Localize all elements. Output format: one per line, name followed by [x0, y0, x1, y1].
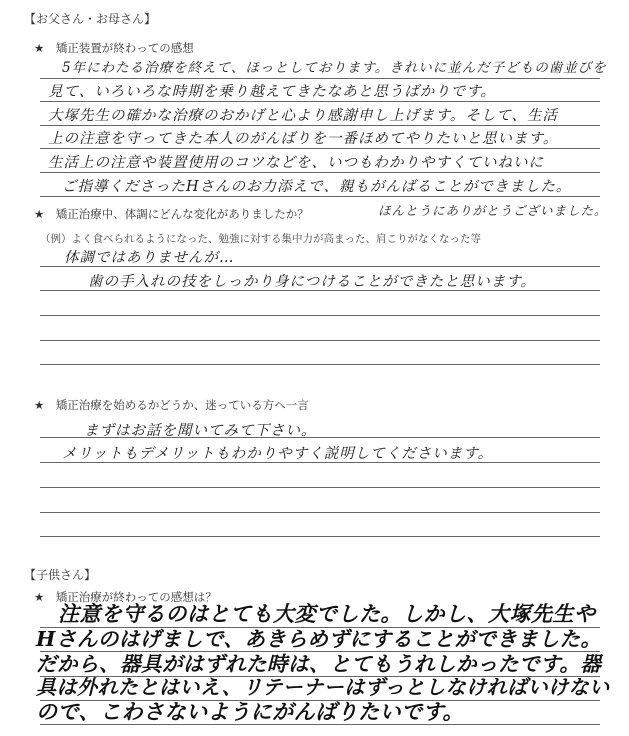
- child-q1-answer-line-2: Hさんのはげましで、あきらめずにすることができました。: [36, 627, 602, 651]
- answer-line: [40, 512, 600, 513]
- parent-q1-question: ★ 矯正装置が終わっての感想: [34, 41, 194, 55]
- parent-q2-example: （例）よく食べられるようになった、勉強に対する集中力が高まった、肩こりがなくなった等: [40, 233, 481, 245]
- answer-line: [40, 364, 600, 365]
- answer-line: [40, 148, 600, 149]
- parent-q2-answer-line-2: 歯の手入れの技をしっかり身につけることができたと思います。: [88, 274, 537, 290]
- answer-line: [40, 125, 600, 126]
- child-q1-answer-line-3: だから、器具がはずれた時は、とてもうれしかったです。器: [36, 652, 602, 676]
- parent-q1-answer-line-3: 大塚先生の確かな治療のおかげと心より感謝申し上げます。そして、生活: [48, 108, 559, 124]
- answer-line: [40, 196, 600, 197]
- parent-section-label: 【お父さん・お母さん】: [24, 12, 157, 26]
- parent-q1-answer-line-7: ほんとうにありがとうございました。: [378, 203, 608, 218]
- parent-q1-answer-line-5: 生活上の注意や装置使用のコツなどを、いつもわかりやすくていねいに: [48, 155, 544, 171]
- answer-line: [40, 172, 600, 173]
- answer-line: [40, 536, 600, 537]
- parent-q2-answer-line-1: 体調ではありませんが…: [64, 250, 235, 266]
- child-section-label: 【子供さん】: [24, 568, 97, 582]
- parent-q2-question: ★ 矯正治療中、体調にどんな変化がありましたか？: [34, 207, 309, 221]
- child-q1-answer-line-1: 注意を守るのはとても大変でした。しかし、大塚先生や: [58, 601, 596, 626]
- child-q1-answer-line-4: 具は外れたとはいえ、リテーナーはずっとしなければいけない: [36, 675, 610, 699]
- parent-q1-answer-line-6: ご指導くださったHさんのお力添えで、親もがんばることができました。: [62, 179, 572, 195]
- answer-line: [40, 340, 600, 341]
- parent-q3-question: ★ 矯正治療を始めるかどうか、迷っている方へ一言: [34, 398, 309, 412]
- child-q1-answer-line-5: ので、こわさないようにがんばりたいです。: [36, 699, 464, 724]
- answer-line: [40, 78, 600, 79]
- parent-q3-answer-line-1: まずはお話を聞いてみて下さい。: [84, 423, 317, 439]
- answer-line: [40, 487, 600, 488]
- parent-q1-answer-line-2: 見て、いろいろな時期を乗り越えてきたなあと思うばかりです。: [48, 84, 497, 100]
- parent-q1-answer-line-1: 5年にわたる治療を終えて、ほっとしております。きれいに並んだ子どもの歯並びを: [62, 60, 607, 76]
- child-q1-question: ★ 矯正治療が終わっての感想は？: [34, 590, 217, 604]
- answer-line: [40, 101, 600, 102]
- parent-q3-answer-line-2: メリットもデメリットもわかりやすく説明してくださいます。: [62, 446, 494, 462]
- parent-q1-answer-line-4: 上の注意を守ってきた本人のがんばりを一番ほめてやりたいと思います。: [48, 131, 559, 147]
- answer-line: [40, 315, 600, 316]
